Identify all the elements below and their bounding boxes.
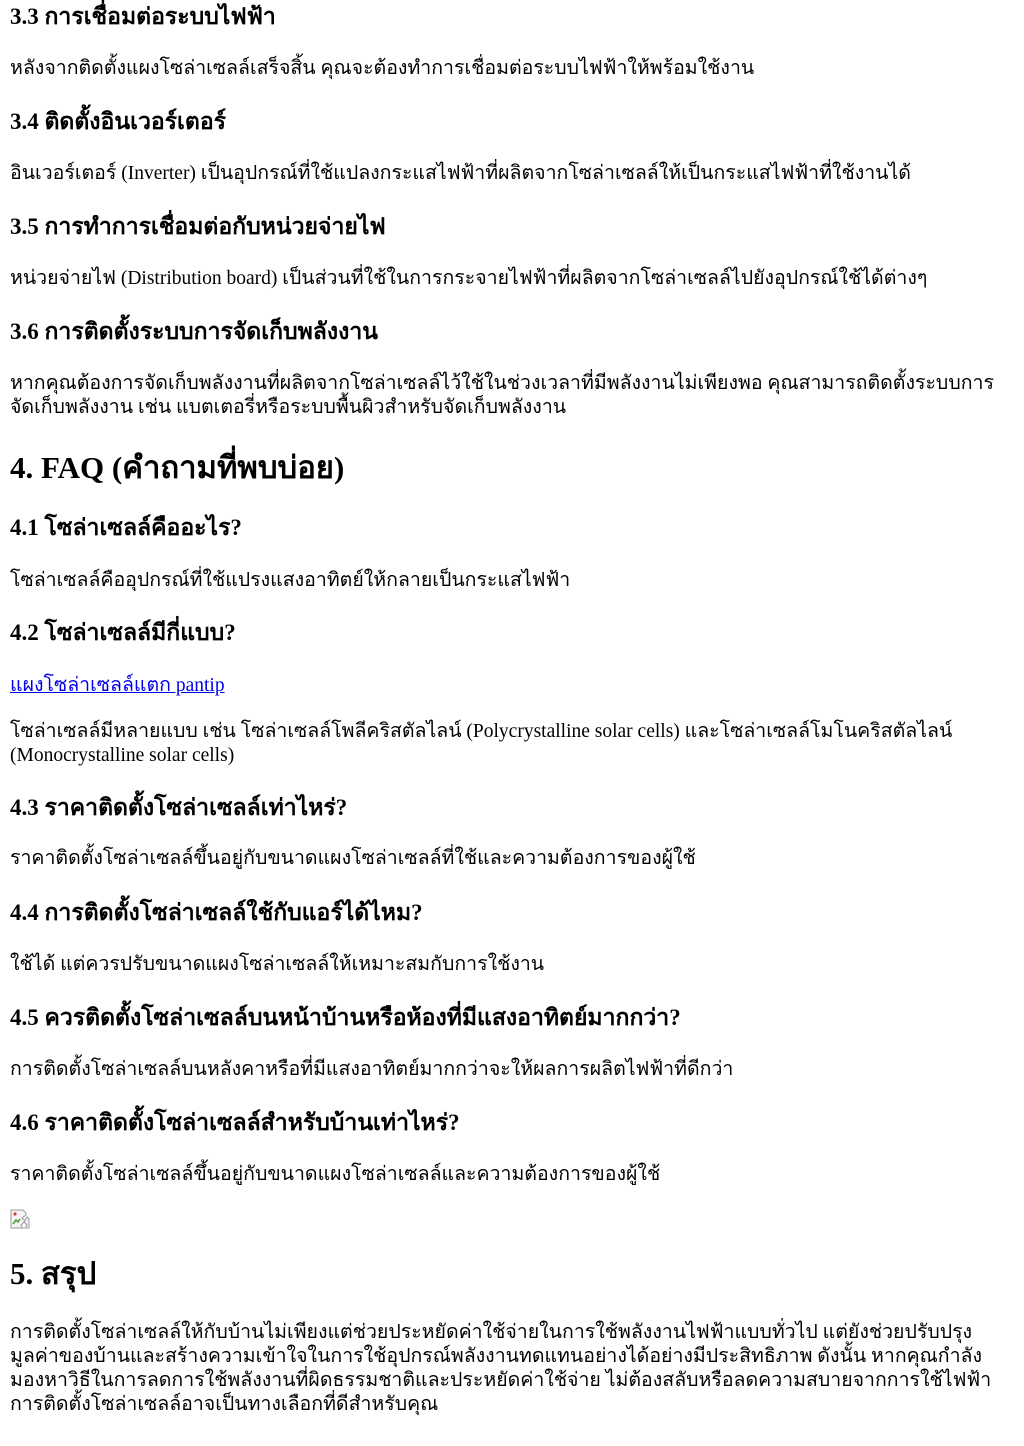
heading-4-2: 4.2 โซล่าเซลล์มีกี่แบบ?	[10, 620, 236, 645]
paragraph-3-4: อินเวอร์เตอร์ (Inverter) เป็นอุปกรณ์ที่ใช้แปลงกระแสไฟฟ้าที่ผลิตจากโซล่าเซลล์ให้เป็นกระแสไฟฟ้าที่ใช้งานได้	[10, 163, 911, 184]
paragraph-4-5: การติดตั้งโซล่าเซลล์บนหลังคาหรือที่มีแสงอาทิตย์มากกว่าจะให้ผลการผลิตไฟฟ้าที่ดีกว่า	[10, 1059, 734, 1080]
paragraph-4-2: โซล่าเซลล์มีหลายแบบ เช่น โซล่าเซลล์โพลีคริสตัลไลน์ (Polycrystalline solar cells) และโซล่าเซลล์โมโนคริสตัลไลน์ (Monocrystalline solar cells)	[10, 721, 953, 766]
paragraph-4-4: ใช้ได้ แต่ควรปรับขนาดแผงโซล่าเซลล์ให้เหมาะสมกับการใช้งาน	[10, 954, 545, 975]
paragraph-4-3: ราคาติดตั้งโซล่าเซลล์ขึ้นอยู่กับขนาดแผงโซล่าเซลล์ที่ใช้และความต้องการของผู้ใช้	[10, 848, 696, 869]
heading-3-4: 3.4 ติดตั้งอินเวอร์เตอร์	[10, 109, 226, 134]
pantip-link[interactable]: แผงโซล่าเซลล์แตก pantip	[10, 675, 225, 696]
heading-5-summary: 5. สรุป	[10, 1256, 97, 1291]
heading-3-3: 3.3 การเชื่อมต่อระบบไฟฟ้า	[10, 4, 276, 29]
heading-4-3: 4.3 ราคาติดตั้งโซล่าเซลล์เท่าไหร่?	[10, 795, 348, 820]
paragraph-3-6: หากคุณต้องการจัดเก็บพลังงานที่ผลิตจากโซล่าเซลล์ไว้ใช้ในช่วงเวลาที่มีพลังงานไม่เพียงพอ คุณสามารถติดตั้งระบบการจัดเก็บพลังงาน เช่น แบตเตอรี่หรือระบบพื้นผิวสำหรับจัดเก็บพลังงาน	[10, 373, 994, 418]
paragraph-4-6: ราคาติดตั้งโซล่าเซลล์ขึ้นอยู่กับขนาดแผงโซล่าเซลล์และความต้องการของผู้ใช้	[10, 1164, 661, 1185]
heading-4-5: 4.5 ควรติดตั้งโซล่าเซลล์บนหน้าบ้านหรือห้องที่มีแสงอาทิตย์มากกว่า?	[10, 1005, 681, 1030]
paragraph-4-1: โซล่าเซลล์คืออุปกรณ์ที่ใช้แปรงแสงอาทิตย์ให้กลายเป็นกระแสไฟฟ้า	[10, 570, 571, 591]
paragraph-3-3: หลังจากติดตั้งแผงโซล่าเซลล์เสร็จสิ้น คุณจะต้องทำการเชื่อมต่อระบบไฟฟ้าให้พร้อมใช้งาน	[10, 58, 755, 79]
paragraph-5-summary: การติดตั้งโซล่าเซลล์ให้กับบ้านไม่เพียงแต่ช่วยประหยัดค่าใช้จ่ายในการใช้พลังงานไฟฟ้าแบบทั่วไป แต่ยังช่วยปรับปรุงมูลค่าของบ้านและสร้างความเข้าใจในการใช้อุปกรณ์พลังงานทดแทนอย่างได้อย่างมีประสิทธิภาพ ดังนั้น หากคุณกำลังมองหาวิธีในการลดการใช้พลังงานที่ผิดธรรมชาติและประหยัดค่าใช้จ่าย ไม่ต้องสลับหรือลดความสบายจากการใช้ไฟฟ้า การติดตั้งโซล่าเซลล์อาจเป็นทางเลือกที่ดีสำหรับคุณ	[10, 1322, 992, 1415]
heading-4-4: 4.4 การติดตั้งโซล่าเซลล์ใช้กับแอร์ได้ไหม?	[10, 900, 423, 925]
heading-4-1: 4.1 โซล่าเซลล์คืออะไร?	[10, 515, 242, 540]
heading-4-faq: 4. FAQ (คำถามที่พบบ่อย)	[10, 450, 345, 485]
heading-3-5: 3.5 การทำการเชื่อมต่อกับหน่วยจ่ายไฟ	[10, 214, 386, 239]
paragraph-3-5: หน่วยจ่ายไฟ (Distribution board) เป็นส่วนที่ใช้ในการกระจายไฟฟ้าที่ผลิตจากโซล่าเซลล์ไปยังอุปกรณ์ใช้ได้ต่างๆ	[10, 268, 928, 289]
broken-image-icon	[10, 1209, 30, 1229]
heading-4-6: 4.6 ราคาติดตั้งโซล่าเซลล์สำหรับบ้านเท่าไหร่?	[10, 1110, 460, 1135]
heading-3-6: 3.6 การติดตั้งระบบการจัดเก็บพลังงาน	[10, 319, 378, 344]
